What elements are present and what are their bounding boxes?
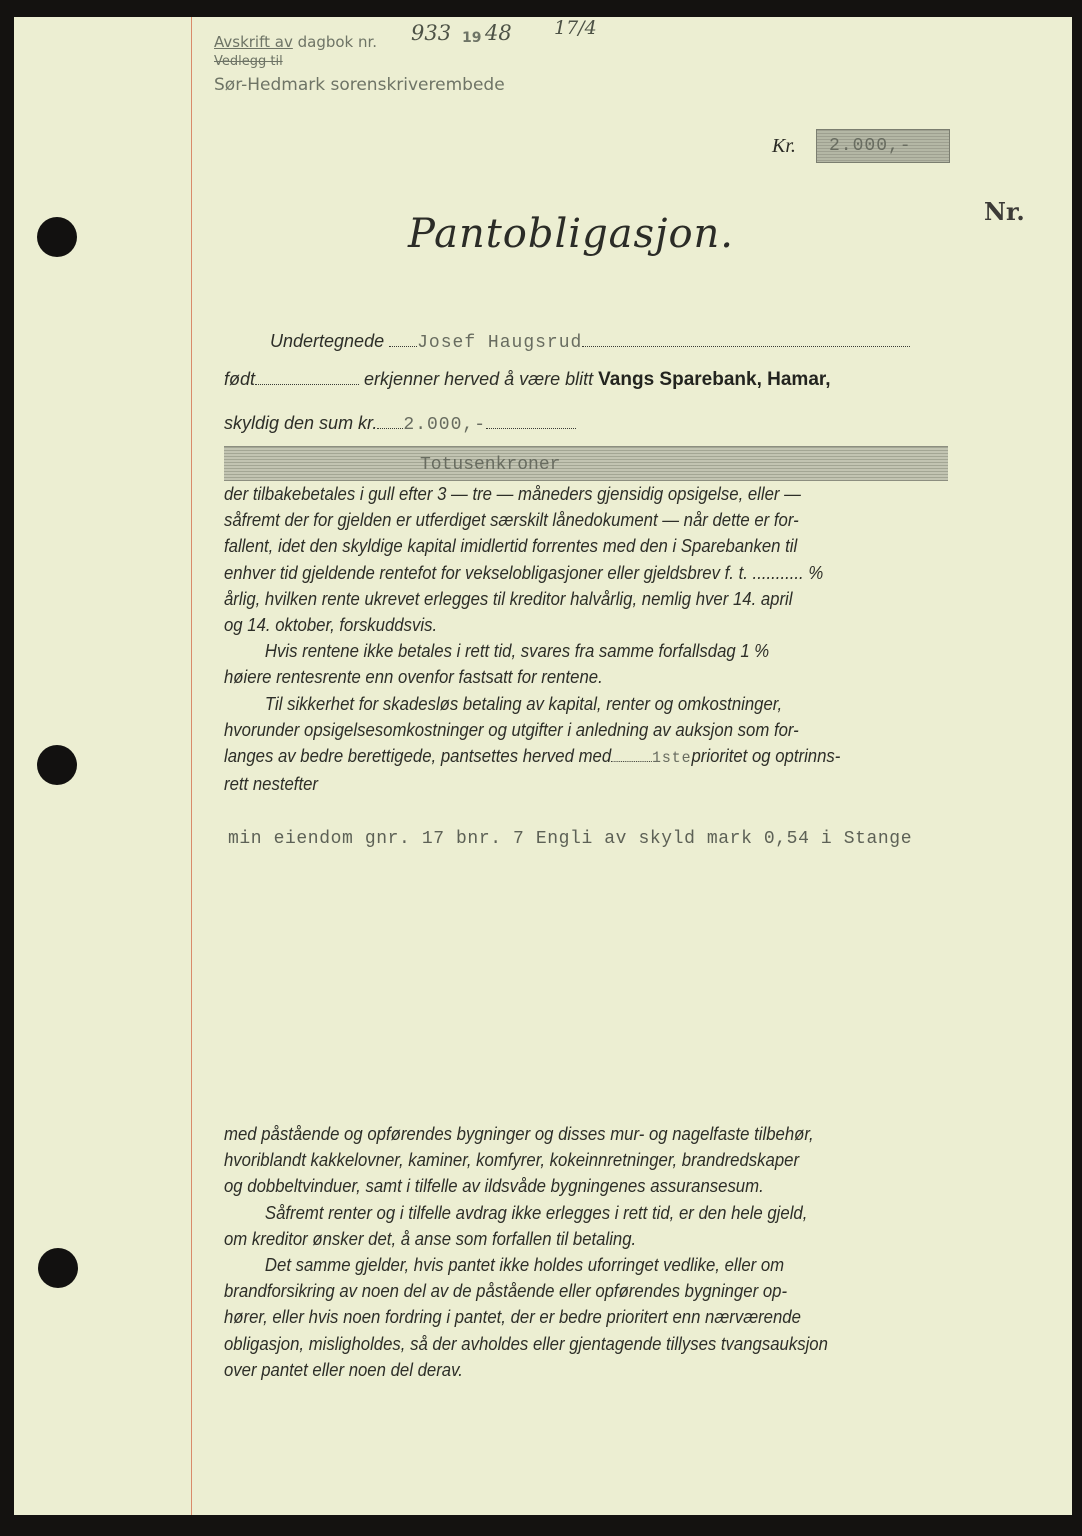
maintenance-line: obligasjon, misligholdes, så der avholdes eller gjentagende tillyses tvangsauksjon [224, 1333, 828, 1354]
journal-number: 933 [411, 21, 452, 45]
buildings-line: hvoriblandt kakkelovner, kaminer, komfyrer, kokeinnretninger, brandredskaper [224, 1150, 800, 1171]
security-line: rett nestefter [224, 774, 318, 795]
born-label: født [224, 369, 256, 389]
buildings-line: med påstående og opførendes bygninger og disses mur- og nagelfaste tilbehør, [224, 1124, 814, 1144]
terms-line: enhver tid gjeldende rentefot for vekselobligasjoner eller gjeldsbrev f. t. ........... % [224, 562, 824, 583]
nr-stamp: Nr. [984, 197, 1025, 226]
amount-box-value: 2.000,- [829, 136, 912, 156]
undersigned-label: Undertegnede [270, 331, 385, 351]
document-page [14, 17, 1072, 1515]
security-line-priority: langes av bedre berettigede, pantsettes herved med 1steprioritet og optrinns- [224, 746, 841, 768]
header-stamp-line1 [214, 33, 377, 51]
year-prefix: 19 [462, 30, 482, 46]
priority-value: 1ste [652, 749, 692, 768]
late-interest-line: høiere rentesrente enn ovenfor fastsatt for rentene. [224, 667, 603, 688]
terms-line: såfremt der for gjelden er utferdiget særskilt lånedokument — når dette er for- [224, 510, 799, 531]
buildings-line: og dobbeltvinduer, samt i tilfelle av ildsvåde bygningenes assuransesum. [224, 1176, 764, 1197]
security-line: Til sikkerhet for skadesløs betaling av kapital, renter og omkostninger, [264, 693, 783, 714]
maintenance-line: hører, eller hvis noen fordring i pantet, der er bedre prioritert enn nærværende [224, 1307, 801, 1328]
terms-line: årlig, hvilken rente ukrevet erlegges til kreditor halvårlig, nemlig hver 14. april [224, 588, 793, 609]
maintenance-line: over pantet eller noen del derav. [224, 1359, 463, 1380]
page-title: Pantobligasjon. [408, 211, 735, 257]
property-description: min eiendom gnr. 17 bnr. 7 Engli av skyld mark 0,54 i Stange [228, 829, 913, 849]
maintenance-line: brandforsikring av noen del av de påstående eller opførendes bygninger op- [224, 1281, 788, 1302]
terms-paragraph [224, 481, 840, 797]
born-row [224, 369, 831, 391]
stamp-vedlegg-struck: Vedlegg til [214, 54, 283, 69]
punch-hole-bottom [38, 1248, 78, 1288]
red-margin-line [191, 17, 192, 1515]
creditor-name: Vangs Sparebank, Hamar, [598, 369, 831, 390]
year-suffix: 48 [485, 21, 512, 45]
kr-label: Kr. [772, 135, 796, 157]
amount-in-words: Totusenkroner [420, 455, 561, 475]
court-office: Sør-Hedmark sorenskriverembede [214, 75, 505, 95]
handwritten-date: 17/4 [554, 17, 597, 39]
maintenance-line: Det samme gjelder, hvis pantet ikke holdes uforringet vedlike, eller om [264, 1255, 785, 1276]
terms-line: og 14. oktober, forskuddsvis. [224, 615, 438, 636]
undersigned-row [270, 331, 910, 353]
owed-row [224, 413, 576, 435]
stamp-dagbok-label: dagbok nr. [297, 33, 378, 51]
punch-hole-top [37, 217, 77, 257]
undersigned-name: Josef Haugsrud [417, 333, 583, 353]
terms-line: fallent, idet den skyldige kapital imidlertid forrentes med den i Sparebanken til [224, 536, 798, 557]
terms-line: der tilbakebetales i gull efter 3 — tre — måneders gjensidig opsigelse, eller — [224, 484, 801, 504]
default-line: Såfremt renter og i tilfelle avdrag ikke erlegges i rett tid, er den hele gjeld, [264, 1202, 808, 1223]
punch-hole-middle [37, 745, 77, 785]
closing-paragraphs [224, 1121, 828, 1383]
amount-in-words-band [224, 446, 948, 481]
default-line: om kreditor ønsker det, å anse som forfallen til betaling. [224, 1228, 637, 1249]
owed-label: skyldig den sum kr. [224, 413, 378, 433]
security-line: hvorunder opsigelsesomkostninger og utgifter i anledning av auksjon som for- [224, 719, 799, 740]
late-interest-line: Hvis rentene ikke betales i rett tid, svares fra samme forfallsdag 1 % [264, 641, 770, 662]
amount-box [816, 129, 950, 163]
stamp-prefix: Avskrift av [214, 33, 293, 51]
acknowledge-text: erkjenner herved å være blitt [364, 369, 594, 389]
owed-amount: 2.000,- [403, 415, 487, 435]
